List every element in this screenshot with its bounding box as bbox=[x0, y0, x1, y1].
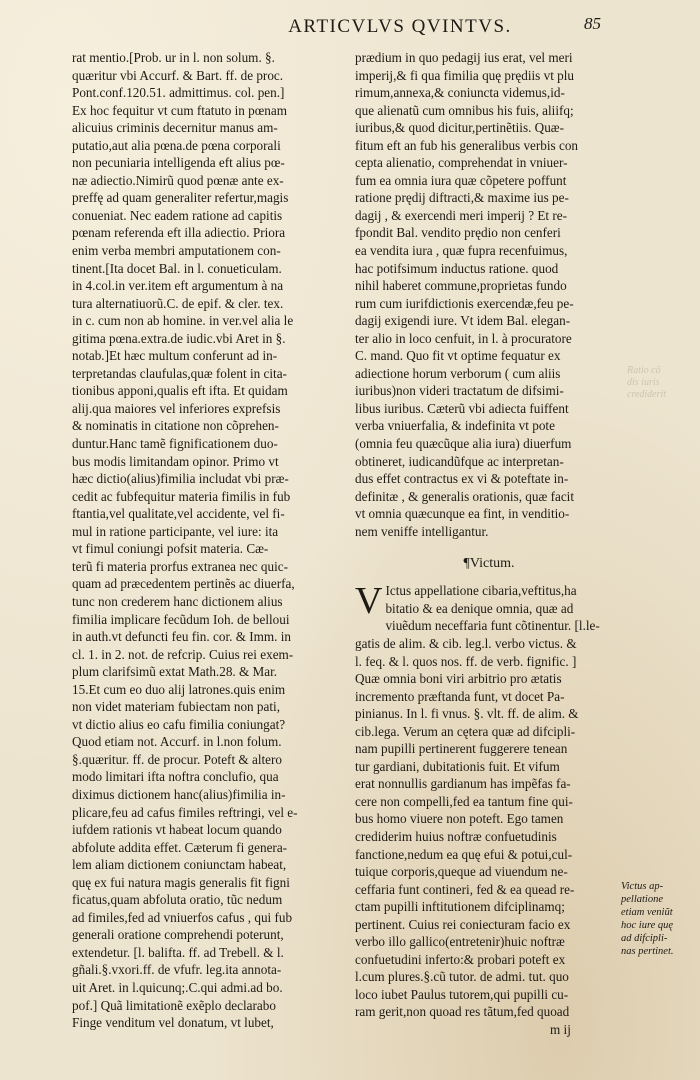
text-line: bus homo viuere non poteft. Ego tamen bbox=[355, 811, 564, 827]
text-line: Quæ omnia boni viri arbitrio pro ætatis bbox=[355, 671, 562, 687]
text-line: 15.Et cum eo duo alij latrones.quis enim bbox=[72, 681, 286, 697]
text-line: bus modis limitandam opinor. Primo vt bbox=[72, 453, 279, 469]
text-line: gitima pœna.extra.de iudic.vbi Aret in §. bbox=[72, 330, 286, 346]
text-line: ter alio in loco cenfuit, in l. à procuratore bbox=[355, 330, 572, 346]
text-line: iuribus,& quod dicitur,pertinẽtiis. Quæ- bbox=[355, 120, 564, 136]
text-line: crediderim huius noftræ confuetudinis bbox=[355, 828, 557, 844]
dropcap-lines bbox=[355, 580, 623, 623]
text-line: rat mentio.[Prob. ur in l. non solum. §. bbox=[72, 50, 275, 65]
text-line: obtineret, iudicandũfque ac interpretan- bbox=[355, 453, 564, 469]
text-line: nem veniffe intelligantur. bbox=[355, 523, 489, 539]
text-line: conueniat. Nec eadem ratione ad capitis bbox=[72, 207, 283, 223]
text-line: in auth.vt defuncti feu fin. cor. & Imm. in bbox=[72, 629, 292, 645]
right-column-paragraph bbox=[355, 49, 623, 540]
text-line: pœnam referenda eft illa adiectio. Priora bbox=[72, 225, 286, 241]
section-heading: ¶Victum. bbox=[463, 556, 515, 572]
text-line: diximus dictionem hanc(alius)fimilia in- bbox=[72, 786, 286, 802]
text-line: pinianus. In l. fi vnus. §. vlt. ff. de alim. & bbox=[355, 706, 579, 722]
text-line: generali oratione comprehendi poterunt, bbox=[72, 927, 284, 943]
text-line: iufdem rationis vt habeat locum quando bbox=[72, 822, 282, 838]
text-line: libus iuribus. Cæterũ vbi adiecta fuiffent bbox=[355, 400, 569, 416]
text-line: que alienatũ cum omnibus his fuis, aliifq; bbox=[355, 102, 574, 118]
text-line: vt dictio alius eo cafu fimilia coniungat? bbox=[72, 716, 286, 732]
text-line: fpondit Bal. vendito prędio non cenferi bbox=[355, 225, 561, 241]
text-line: terpretandas claufulas,quæ folent in cita- bbox=[72, 365, 287, 381]
margin-note-line: nas pertinet. bbox=[621, 946, 674, 957]
text-line: tunc non crederem hanc dictionem alius bbox=[72, 593, 283, 609]
text-line: cl. 1. in 2. not. de refcrip. Cuius rei exem- bbox=[72, 646, 294, 662]
text-line: notab.]Et hæc multum conferunt ad in- bbox=[72, 348, 278, 364]
text-line: alij.qua maiores vel inferiores exprefsis bbox=[72, 400, 281, 416]
text-line: tur gardiani, dubitationis fuit. Et vifum bbox=[355, 758, 560, 774]
text-line: enim verba membri amputationem con- bbox=[72, 243, 281, 259]
text-line: Ictus appellatione cibaria,veftitus,ha bbox=[385, 583, 577, 599]
text-line: ficatus,quam abfoluta oratio, tũc nedum bbox=[72, 892, 283, 908]
text-line: preffę ad quam generaliter refertur,magis bbox=[72, 190, 289, 206]
text-line: putatio,aut alia pœna.de pœna corporali bbox=[72, 137, 281, 153]
text-line: definitæ , & generalis orationis, quæ facit bbox=[355, 488, 575, 504]
marginal-note bbox=[621, 880, 699, 958]
text-line: tinent.[Ita docet Bal. in l. conueticulam. bbox=[72, 260, 282, 276]
text-line: vt omnia quæcunque ea fint, in venditio- bbox=[355, 506, 570, 522]
text-line: ratione prędij diftracti,& maxime ius pe- bbox=[355, 190, 569, 206]
text-line: ad fimiles,fed ad vniuerfos cafus , qui fub bbox=[72, 909, 293, 925]
text-line: modo limitari ifta noftra conclufio, qua bbox=[72, 769, 279, 785]
text-line: alicuius criminis decernitur manus am- bbox=[72, 120, 278, 136]
text-line: C. mand. Quo fit vt optime fequatur ex bbox=[355, 348, 561, 364]
text-line: dagij , & exercendi meri imperij ? Et re- bbox=[355, 207, 568, 223]
bleed-through-text bbox=[627, 365, 697, 401]
text-line: ctam pupilli inftitutionem difciplinamq; bbox=[355, 899, 565, 915]
text-line: bitatio & ea denique omnia, quæ ad bbox=[385, 600, 574, 616]
text-line: l. feq. & l. quos nos. ff. de verb. fignific. ] bbox=[355, 653, 577, 669]
margin-note-line: ad difcipli- bbox=[621, 933, 668, 944]
text-line: cepta alienatio, comprehendat in vniuer- bbox=[355, 155, 568, 171]
text-line: plicare,feu ad cafus fimiles reftringi, vel e- bbox=[72, 804, 298, 820]
text-line: prædium in quo pedagij ius erat, vel meri bbox=[355, 50, 573, 65]
margin-note-line: hoc iure quę bbox=[621, 920, 674, 931]
text-line: tionibus apponi,qualis eft ifta. Et quidam bbox=[72, 383, 288, 399]
page-number: 85 bbox=[584, 14, 601, 33]
text-line: dus effet contractus ex vi & poteftate in- bbox=[355, 471, 569, 487]
text-line: ram gerit,non quoad res tãtum,fed quoad bbox=[355, 1004, 570, 1020]
text-line: non videt materiam fubiectam non pati, bbox=[72, 699, 281, 715]
text-line: ceffaria funt contineri, fed & ea quead re- bbox=[355, 881, 575, 897]
text-line: Quod etiam not. Accurf. in l.non folum. bbox=[72, 734, 282, 750]
text-line: iuribus)non videri tractatum de difsimi- bbox=[355, 383, 564, 399]
signature-mark: m ij bbox=[550, 1021, 571, 1037]
text-line: verba vniuerfalia, & indefinita vt pote bbox=[355, 418, 555, 434]
text-line: fanctione,nedum ea quę efui & potui,cul- bbox=[355, 846, 573, 862]
text-line: & nominatis in citatione non cõprehen- bbox=[72, 418, 279, 434]
victum-section bbox=[355, 582, 623, 1038]
text-line: cedit ac fubfequitur materia fimilis in fub bbox=[72, 488, 291, 504]
text-line: quæritur vbi Accurf. & Bart. ff. de proc. bbox=[72, 67, 284, 83]
text-line: incremento præftanda funt, vt docet Pa- bbox=[355, 688, 565, 704]
text-line: hæc dictio(alius)fimilia includat vbi præ- bbox=[72, 471, 289, 487]
margin-note-line: pellatione bbox=[621, 894, 663, 905]
text-line: hac potifsimum inductus ratione. quod bbox=[355, 260, 559, 276]
text-line: mul in ratione participante, vel iure: ita bbox=[72, 523, 279, 539]
text-line: Pont.conf.120.51. admittimus. col. pen.] bbox=[72, 85, 285, 101]
right-text-column bbox=[355, 49, 623, 1039]
text-line: nihil haberet commune,proprietas fundo bbox=[355, 278, 567, 294]
text-line: in 4.col.in ver.item eft argumentum à na bbox=[72, 278, 284, 294]
text-line: ftantia,vel qualitate,vel accidente, vel fi- bbox=[72, 506, 285, 522]
text-line: loco iubet Paulus tutorem,qui pupilli cu- bbox=[355, 986, 569, 1002]
text-line: tura alternatiuorũ.C. de epif. & cler. tex. bbox=[72, 295, 284, 311]
text-line: viuẽdum neceffaria funt cõtinentur. [l.le- bbox=[385, 618, 600, 634]
text-line: plum clarifsimũ extat Math.28. & Mar. bbox=[72, 664, 278, 680]
text-line: §.quæritur. ff. de procur. Poteft & altero bbox=[72, 751, 282, 767]
text-line: confuetudini inferto:& probari poteft ex bbox=[355, 951, 566, 967]
text-line: pof.] Quã limitationẽ exẽplo declarabo bbox=[72, 997, 276, 1013]
text-line: fum ea omnia iura quæ cõpetere poffunt bbox=[355, 172, 567, 188]
text-line: adiectione horum verborum ( cum aliis bbox=[355, 365, 561, 381]
bleed-through-line: Ratio cõ bbox=[627, 365, 661, 376]
text-line: terũ fi materia prorfus extranea nec quic- bbox=[72, 558, 289, 574]
text-line: cib.lega. Verum an cętera quæ ad difcipli- bbox=[355, 723, 576, 739]
running-head: ARTICVLVS QVINTVS. bbox=[288, 16, 512, 37]
margin-note-line: etiam veniũt bbox=[621, 907, 673, 918]
text-line: duntur.Hanc tamẽ fignificationem duo- bbox=[72, 436, 278, 452]
text-line: Finge venditum vel donatum, vt lubet, bbox=[72, 1015, 274, 1031]
text-line: ea vendita iura , quæ fupra recenfuimus, bbox=[355, 243, 568, 259]
text-line: cere non compelli,fed ea tantum fine qui- bbox=[355, 793, 573, 809]
text-line: erat nonnullis gardianum has impẽfas fa- bbox=[355, 776, 571, 792]
text-line: abfolute addita effet. Cæterum fi genera- bbox=[72, 839, 288, 855]
text-line: næ adiectio.Nimirũ quod pœnæ ante ex- bbox=[72, 172, 284, 188]
margin-note-line: Victus ap- bbox=[621, 881, 664, 892]
text-line: (omnia feu quæcũque alia iura) diuerfum bbox=[355, 436, 572, 452]
text-line: pertinent. Cuius rei coniecturam facio ex bbox=[355, 916, 571, 932]
left-text-column bbox=[72, 49, 338, 1032]
text-line: fitum eft an fub his generalibus verbis con bbox=[355, 137, 579, 153]
bleed-through-line: crediderit bbox=[627, 389, 667, 400]
bleed-through-line: dis iuris bbox=[627, 377, 660, 388]
text-line: tuique corporis,queque ad viuendum ne- bbox=[355, 864, 568, 880]
text-line: in c. cum non ab homine. in ver.vel alia le bbox=[72, 313, 294, 329]
text-line: Ex hoc fequitur vt cum ftatuto in pœnam bbox=[72, 102, 287, 118]
text-line: quę ex fui natura magis generalis fit figni bbox=[72, 874, 290, 890]
text-line: dagij exigendi iure. Vt idem Bal. elegan- bbox=[355, 313, 571, 329]
text-line: rimum,annexa,& coniuncta videmus,id- bbox=[355, 85, 565, 101]
text-line: gatis de alim. & cib. leg.l. verbo victus. & bbox=[355, 635, 577, 651]
text-line: fimilia implicare fecũdum Ioh. de belloui bbox=[72, 611, 290, 627]
drop-capital: V bbox=[355, 580, 383, 623]
text-line: lem aliam dictionem coniunctam habeat, bbox=[72, 857, 287, 873]
text-line: non pecuniaria intelligenda eft alius pœ- bbox=[72, 155, 285, 171]
text-line: gñali.§.vxori.ff. de vfufr. leg.ita annota- bbox=[72, 962, 282, 978]
text-line: nam pupilli pertinerent fuggerere tenean bbox=[355, 741, 568, 757]
victum-paragraph bbox=[355, 617, 623, 1021]
text-line: extendetur. [l. balifta. ff. ad Trebell. & l. bbox=[72, 944, 284, 960]
text-line: quam ad præcedentem pertinẽs ac diuerfa, bbox=[72, 576, 295, 592]
text-line: rum cum iurifdictionis exercendæ,feu pe- bbox=[355, 295, 574, 311]
text-line: l.cum plures.§.cũ tutor. de admi. tut. quo bbox=[355, 969, 569, 985]
text-line: verbo illo gallico(entretenir)huic noftræ bbox=[355, 934, 565, 950]
text-line: vt fimul coniungi pofsit materia. Cæ- bbox=[72, 541, 269, 557]
text-line: imperij,& fi qua fimilia quę prędiis vt plu bbox=[355, 67, 575, 83]
text-line: uit Aret. in l.quicunq;.C.qui admi.ad bo. bbox=[72, 979, 283, 995]
